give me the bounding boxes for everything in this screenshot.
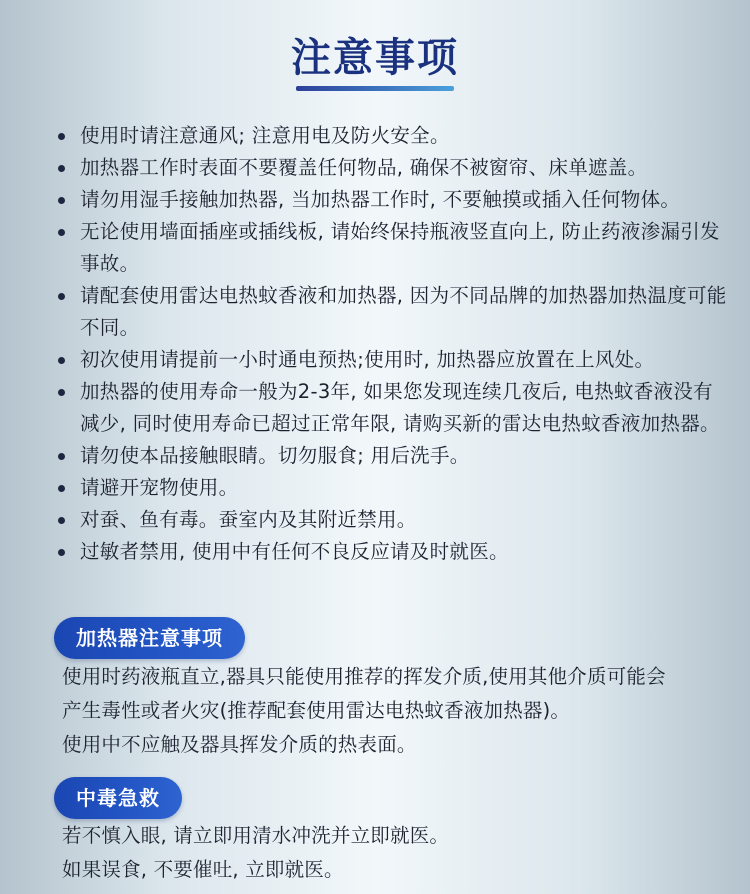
- list-item: [58, 280, 728, 344]
- note-text: 无论使用墙面插座或插线板, 请始终保持瓶液竖直向上, 防止药液渗漏引发事故。: [80, 220, 720, 275]
- bullet-icon: [58, 293, 65, 300]
- bullet-icon: [58, 133, 65, 140]
- list-item: [58, 184, 728, 216]
- list-item: [58, 536, 728, 568]
- page-title: 注意事项: [291, 35, 459, 81]
- heater-section-heading: 加热器注意事项: [54, 617, 245, 659]
- list-item: [58, 344, 728, 376]
- list-item: [58, 120, 728, 152]
- note-text: 请配套使用雷达电热蚊香液和加热器, 因为不同品牌的加热器加热温度可能不同。: [80, 284, 727, 339]
- heater-line: 使用中不应触及器具挥发介质的热表面。: [62, 733, 417, 756]
- note-text: 对蚕、鱼有毒。蚕室内及其附近禁用。: [80, 508, 417, 531]
- bullet-icon: [58, 229, 65, 236]
- bullet-icon: [58, 357, 65, 364]
- list-item: [58, 440, 728, 472]
- bullet-icon: [58, 453, 65, 460]
- note-text: 请避开宠物使用。: [80, 476, 239, 499]
- bullet-icon: [58, 165, 65, 172]
- note-text: 加热器工作时表面不要覆盖任何物品, 确保不被窗帘、床单遮盖。: [80, 156, 648, 179]
- note-text: 请勿用湿手接触加热器, 当加热器工作时, 不要触摸或插入任何物体。: [80, 188, 681, 211]
- bullet-icon: [58, 549, 65, 556]
- bullet-icon: [58, 197, 65, 204]
- note-text: 初次使用请提前一小时通电预热;使用时, 加热器应放置在上风处。: [80, 348, 655, 371]
- heater-section-body: [62, 660, 722, 762]
- title-block: [0, 32, 750, 91]
- first-aid-body: [62, 819, 722, 887]
- list-item: [58, 504, 728, 536]
- first-aid-line: 如果误食, 不要催吐, 立即就医。: [62, 858, 344, 881]
- list-item: [58, 472, 728, 504]
- bullet-icon: [58, 485, 65, 492]
- note-text: 过敏者禁用, 使用中有任何不良反应请及时就医。: [80, 540, 509, 563]
- note-text: 加热器的使用寿命一般为2-3年, 如果您发现连续几夜后, 电热蚊香液没有减少, 同时使用寿命已超过正常年限, 请购买新的雷达电热蚊香液加热器。: [80, 380, 720, 435]
- bullet-icon: [58, 517, 65, 524]
- title-underline: [296, 86, 454, 91]
- heater-line: 使用时药液瓶直立,器具只能使用推荐的挥发介质,使用其他介质可能会: [62, 665, 666, 688]
- note-text: 使用时请注意通风; 注意用电及防火安全。: [80, 124, 450, 147]
- bullet-icon: [58, 389, 65, 396]
- first-aid-line: 若不慎入眼, 请立即用清水冲洗并立即就医。: [62, 824, 450, 847]
- heater-line: 产生毒性或者火灾(推荐配套使用雷达电热蚊香液加热器)。: [62, 699, 571, 722]
- list-item: [58, 216, 728, 280]
- first-aid-heading: 中毒急救: [54, 777, 182, 819]
- notes-list: [58, 120, 728, 568]
- note-text: 请勿使本品接触眼睛。切勿服食; 用后洗手。: [80, 444, 470, 467]
- list-item: [58, 152, 728, 184]
- list-item: [58, 376, 728, 440]
